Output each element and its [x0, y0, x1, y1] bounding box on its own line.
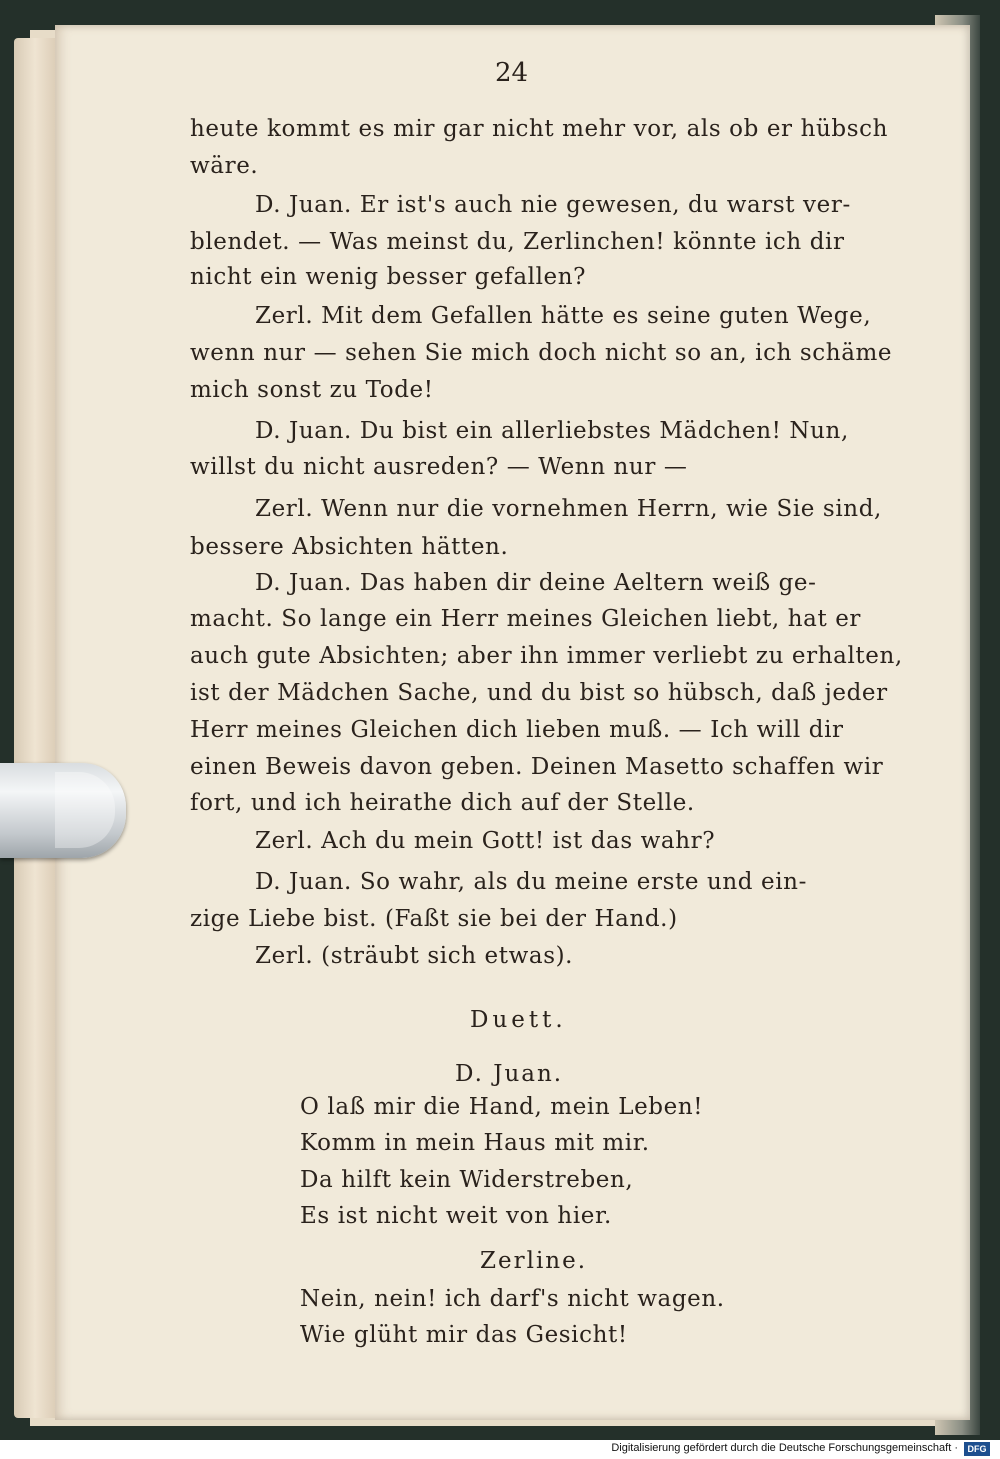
verse-line: Nein, nein! ich darf's nicht wagen.: [300, 1286, 725, 1312]
verse-line: Wie glüht mir das Gesicht!: [300, 1322, 628, 1348]
verse-line: O laß mir die Hand, mein Leben!: [300, 1094, 704, 1120]
text-line: D. Juan. Du bist ein allerliebstes Mädchen! Nun,: [255, 418, 849, 444]
text-line: zige Liebe bist. (Faßt sie bei der Hand.): [190, 906, 678, 932]
text-line: ist der Mädchen Sache, und du bist so hübsch, daß jeder: [190, 680, 888, 706]
text-line: wenn nur — sehen Sie mich doch nicht so an, ich schäme: [190, 340, 893, 366]
text-line: nicht ein wenig besser gefallen?: [190, 264, 587, 290]
footer-bar: [0, 1440, 1000, 1459]
text-line: D. Juan. So wahr, als du meine erste und ein-: [255, 869, 807, 895]
text-line: mich sonst zu Tode!: [190, 377, 434, 403]
stage-direction: Zerl. (sträubt sich etwas).: [255, 943, 574, 969]
dfg-logo: DFG: [964, 1442, 990, 1456]
verse-line: Da hilft kein Widerstreben,: [300, 1167, 634, 1193]
text-line: willst du nicht ausreden? — Wenn nur —: [190, 454, 688, 480]
text-line: einen Beweis davon geben. Deinen Masetto schaffen wir: [190, 754, 884, 780]
text-line: Zerl. Wenn nur die vornehmen Herrn, wie Sie sind,: [255, 496, 882, 522]
page-number: 24: [495, 58, 529, 88]
section-title: Duett.: [470, 1007, 567, 1033]
text-line: D. Juan. Er ist's auch nie gewesen, du warst ver-: [255, 192, 851, 218]
text-line: Herr meines Gleichen dich lieben muß. — Ich will dir: [190, 717, 844, 743]
text-line: Zerl. Mit dem Gefallen hätte es seine guten Wege,: [255, 303, 872, 329]
verse-line: Es ist nicht weit von hier.: [300, 1203, 612, 1229]
text-line: Zerl. Ach du mein Gott! ist das wahr?: [255, 828, 716, 854]
text-line: macht. So lange ein Herr meines Gleichen liebt, hat er: [190, 606, 862, 632]
speaker-name: D. Juan.: [455, 1061, 564, 1087]
footer-credit: Digitalisierung gefördert durch die Deutsche Forschungsgemeinschaft ·: [611, 1442, 958, 1454]
text-line: bessere Absichten hätten.: [190, 534, 509, 560]
speaker-name: Zerline.: [480, 1248, 588, 1274]
text-line: blendet. — Was meinst du, Zerlinchen! könnte ich dir: [190, 229, 845, 255]
text-line: fort, und ich heirathe dich auf der Stelle.: [190, 790, 695, 816]
verse-line: Komm in mein Haus mit mir.: [300, 1130, 650, 1156]
text-line: heute kommt es mir gar nicht mehr vor, als ob er hübsch: [190, 116, 889, 142]
text-line: D. Juan. Das haben dir deine Aeltern weiß ge-: [255, 570, 817, 596]
text-line: wäre.: [190, 153, 259, 179]
text-line: auch gute Absichten; aber ihn immer verliebt zu erhalten,: [190, 643, 903, 669]
